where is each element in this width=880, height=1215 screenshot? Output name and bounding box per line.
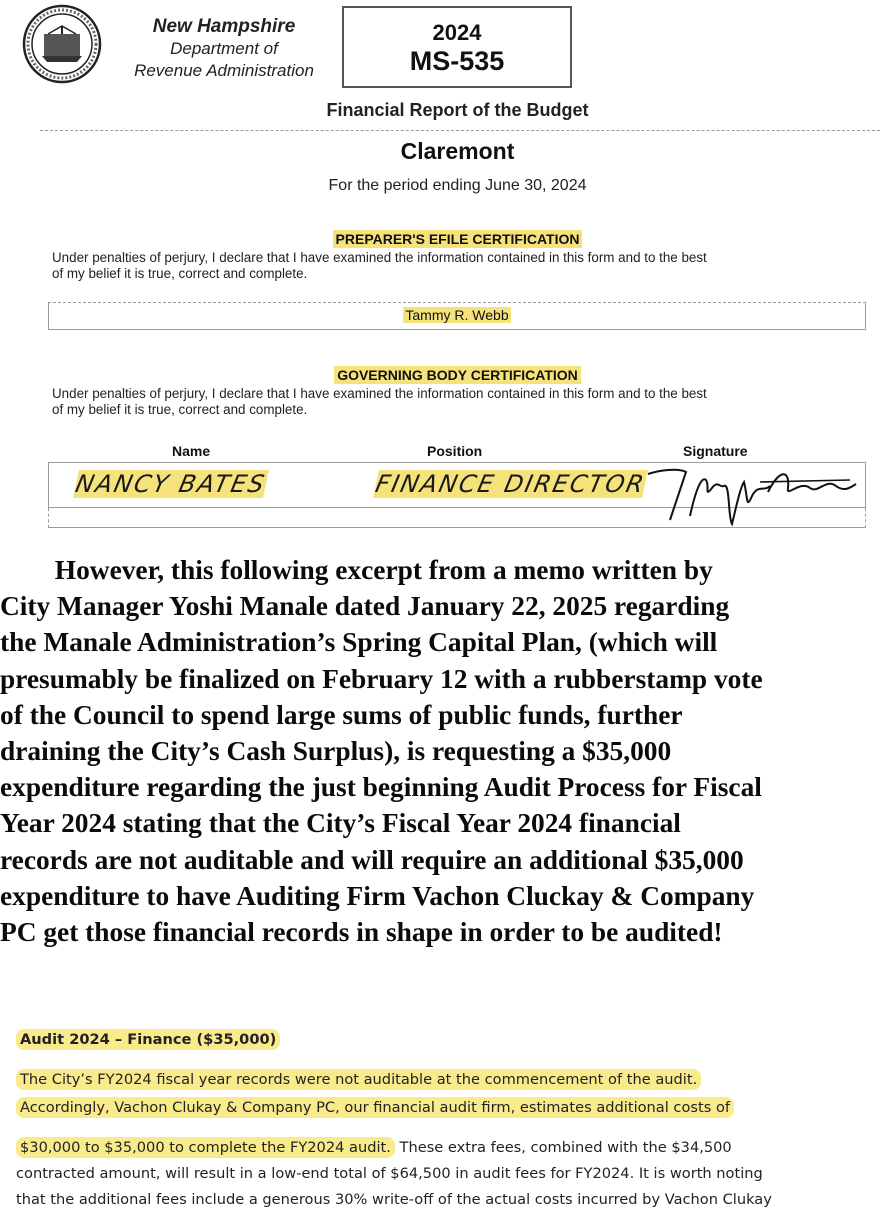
commentary-line: Year 2024 stating that the City’s Fiscal Year 2024 financial	[0, 808, 681, 839]
agency-name-line-1: New Hampshire	[152, 16, 296, 37]
memo-line: The City’s FY2024 fiscal year records were not auditable at the commencement of the audit.	[16, 1071, 701, 1088]
memo-line: Accordingly, Vachon Clukay & Company PC, our financial audit firm, estimates additional costs of	[16, 1099, 734, 1116]
commentary-line: However, this following excerpt from a memo written by	[0, 555, 713, 585]
commentary-line: PC get those financial records in shape in order to be audited!	[0, 917, 723, 948]
agency-name-line-2: Department of	[170, 39, 278, 58]
column-header-name: Name	[172, 443, 211, 459]
column-header-position: Position	[427, 443, 483, 459]
memo-line: contracted amount, will result in a low-end total of $64,500 in audit fees for FY2024. It is worth noting	[16, 1165, 763, 1182]
form-code: MS-535	[409, 46, 505, 76]
signer-name-handwritten: NANCY BATES	[73, 470, 269, 498]
agency-name-line-3: Revenue Administration	[134, 61, 314, 80]
commentary-line: of the Council to spend large sums of public funds, further	[0, 699, 683, 730]
governing-declaration: Under penalties of perjury, I declare that I have examined the information contained in this form and to the best of my belief it is true, correct and complete.	[52, 386, 707, 417]
column-header-signature: Signature	[683, 443, 748, 459]
commentary-line: records are not auditable and will require an additional $35,000	[0, 844, 744, 875]
governing-certification-heading: GOVERNING BODY CERTIFICATION	[0, 367, 880, 383]
preparer-name: Tammy R. Webb	[405, 307, 509, 323]
municipality-name: Claremont	[400, 138, 515, 164]
preparer-declaration: Under penalties of perjury, I declare that I have examined the information contained in this form and to the best of my belief it is true, correct and complete.	[52, 250, 707, 281]
header-divider	[40, 130, 880, 131]
state-seal-icon	[22, 4, 102, 84]
handwritten-signature	[640, 458, 860, 528]
memo-heading: Audit 2024 – Finance ($35,000)	[16, 1031, 280, 1048]
commentary-paragraph	[0, 552, 880, 950]
preparer-certification-heading: PREPARER'S EFILE CERTIFICATION	[0, 231, 880, 247]
commentary-line: City Manager Yoshi Manale dated January 22, 2025 regarding	[0, 591, 730, 622]
commentary-line: draining the City’s Cash Surplus), is requesting a $35,000	[0, 736, 672, 767]
report-title: Financial Report of the Budget	[326, 100, 589, 120]
commentary-line: expenditure regarding the just beginning Audit Process for Fiscal	[0, 772, 762, 803]
memo-line: $30,000 to $35,000 to complete the FY2024 audit. These extra fees, combined with the $34,500	[16, 1139, 732, 1156]
commentary-line: presumably be finalized on February 12 with a rubberstamp vote	[0, 663, 763, 694]
signer-position-handwritten: FINANCE DIRECTOR	[373, 470, 649, 498]
commentary-line: expenditure to have Auditing Firm Vachon Cluckay & Company	[0, 880, 755, 911]
form-year: 2024	[432, 20, 482, 45]
memo-line: that the additional fees include a generous 30% write-off of the actual costs incurred by Vachon Clukay	[16, 1191, 772, 1208]
report-period: For the period ending June 30, 2024	[328, 177, 587, 194]
commentary-line: the Manale Administration’s Spring Capital Plan, (which will	[0, 627, 718, 658]
